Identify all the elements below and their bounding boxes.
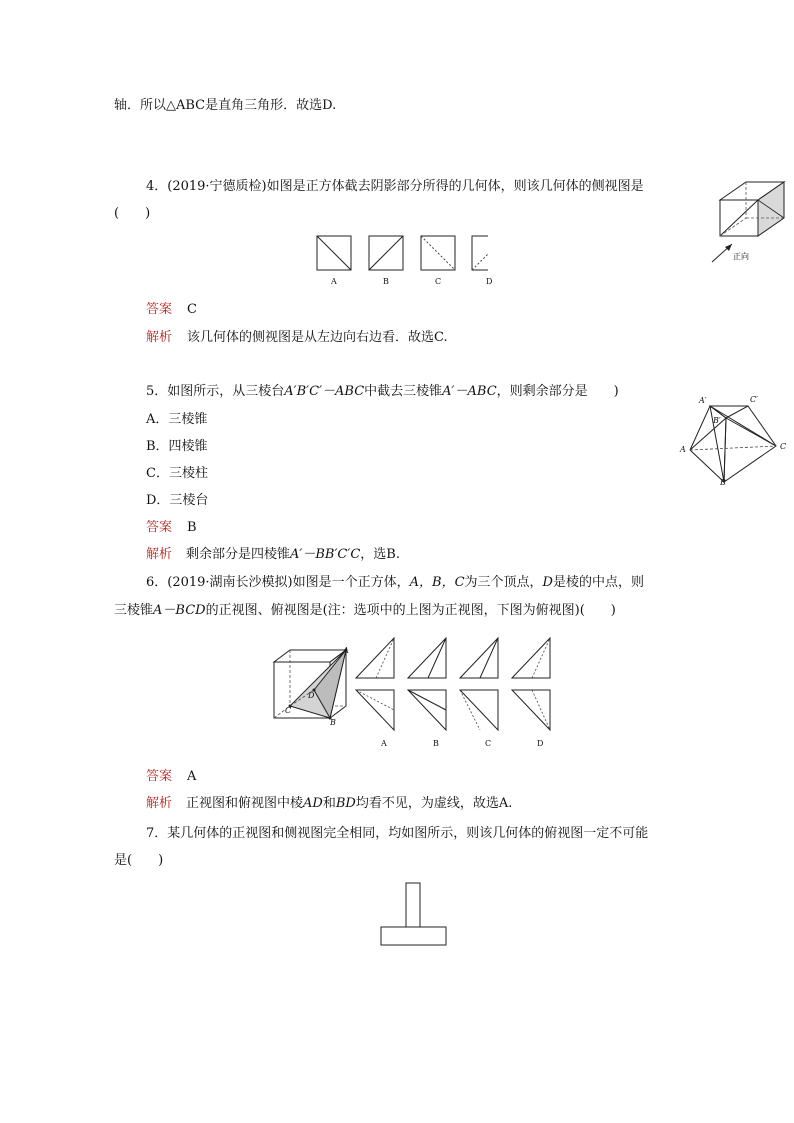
q5-pyramid-notation: A′－ABC xyxy=(442,384,497,399)
q4-option-c-label: C xyxy=(435,277,442,286)
q4-option-c-view xyxy=(421,236,455,270)
q6-label-b: B xyxy=(330,718,336,727)
q7-stem-line2: 是( ) xyxy=(114,853,164,868)
q5-stem-mid: 中截去三棱锥 xyxy=(364,384,443,399)
q4-front-direction-label: 正向 xyxy=(733,252,749,261)
q4-option-a-label: A xyxy=(331,277,337,286)
q5-label-c: C xyxy=(780,442,787,451)
q5-analysis-after: ，选B. xyxy=(360,547,400,562)
q6-option-c-top-view xyxy=(460,690,498,730)
q6-label-d: D xyxy=(308,691,315,700)
q5-stem-before: 5．如图所示，从三棱台 xyxy=(146,384,285,399)
q6-line1-before: 6．(2019·湖南长沙模拟)如图是一个正方体， xyxy=(146,575,410,590)
q4-option-a-view xyxy=(317,236,351,270)
q6-option-a-top-view xyxy=(356,690,394,730)
q5-option-b: B．四棱锥 xyxy=(146,439,208,454)
q6-line2-after: 的正视图、俯视图是(注：选项中的上图为正视图，下图为俯视图)( ) xyxy=(205,603,616,618)
q4-option-views xyxy=(316,235,488,275)
q4-answer-value: C xyxy=(187,302,197,317)
q5-analysis-before: 剩余部分是四棱锥 xyxy=(186,547,291,562)
q6-label-c: C xyxy=(285,706,292,715)
q5-analysis-math: A′－BB′C′C xyxy=(290,547,361,562)
q4-answer-label: 答案 xyxy=(146,302,173,317)
q6-analysis-bd: BD xyxy=(335,796,356,811)
q5-answer-label: 答案 xyxy=(146,520,173,535)
q6-analysis-mid: 和 xyxy=(322,796,336,811)
q5-label-c-prime: C′ xyxy=(750,395,758,404)
q5-stem xyxy=(146,383,619,401)
q5-option-d: D．三棱台 xyxy=(146,493,209,508)
q6-line1-d: D xyxy=(542,575,553,590)
q5-answer-value: B xyxy=(187,520,197,535)
q6-option-b-top-view xyxy=(408,690,446,730)
q6-analysis-before: 正视图和俯视图中棱 xyxy=(186,796,304,811)
q6-analysis-label: 解析 xyxy=(146,796,173,811)
q6-analysis-ad: AD xyxy=(303,796,323,811)
q6-option-d-front-view xyxy=(512,638,550,678)
q4-option-b-label: B xyxy=(383,277,389,286)
q5-label-a-prime: A′ xyxy=(699,396,707,405)
q6-option-d-top-view xyxy=(512,690,550,730)
q4-stem-line1: 4．(2019·宁德质检)如图是正方体截去阴影部分所得的几何体，则该几何体的侧视图是 xyxy=(146,179,644,194)
q4-option-b-view xyxy=(369,236,403,270)
q6-line2-math: A－BCD xyxy=(153,603,206,618)
q4-analysis-label: 解析 xyxy=(146,330,173,345)
q5-analysis xyxy=(146,546,400,564)
q4-analysis-text: 该几何体的侧视图是从左边向右边看．故选C. xyxy=(187,330,448,345)
q5-label-a: A xyxy=(680,445,686,454)
q5-option-c: C．三棱柱 xyxy=(146,466,208,481)
q5-label-b-prime: B′ xyxy=(713,416,721,425)
q6-option-a-front-view xyxy=(356,638,394,678)
q6-line1-mid: 为三个顶点， xyxy=(464,575,543,590)
q4-option-d-view xyxy=(472,236,488,270)
q6-option-views xyxy=(352,636,558,736)
q6-analysis xyxy=(146,795,512,813)
q6-stem-line1 xyxy=(146,574,644,592)
q5-stem-after: ，则剩余部分是 ) xyxy=(496,384,619,399)
q6-option-c-front-view xyxy=(460,638,498,678)
q6-option-a-label: A xyxy=(381,739,387,748)
q5-frustum-figure xyxy=(686,394,782,488)
q6-answer-value: A xyxy=(187,769,197,784)
q4-stem-line2: ( ) xyxy=(114,206,151,221)
q6-option-c-label: C xyxy=(485,739,492,748)
q6-cube-figure xyxy=(268,644,354,728)
q7-view-figure xyxy=(378,880,450,948)
q6-option-d-label: D xyxy=(537,739,544,748)
q6-answer-label: 答案 xyxy=(146,769,173,784)
q5-frustum-notation: A′B′C′－ABC xyxy=(284,384,365,399)
q6-option-b-label: B xyxy=(433,739,439,748)
q4-option-d-label: D xyxy=(486,277,493,286)
q5-option-a: A．三棱锥 xyxy=(146,412,208,427)
q7-stem-line1: 7．某几何体的正视图和侧视图完全相同，均如图所示，则该几何体的俯视图一定不可能 xyxy=(146,826,649,841)
q5-label-b: B xyxy=(720,478,726,487)
q6-line1-vars: A，B，C xyxy=(409,575,465,590)
q6-stem-line2 xyxy=(114,602,616,620)
q6-analysis-after: 均看不见，为虚线，故选A. xyxy=(355,796,513,811)
q5-analysis-label: 解析 xyxy=(146,547,173,562)
q3-conclusion: 轴．所以△ABC是直角三角形．故选D. xyxy=(114,98,337,113)
q6-line2-before: 三棱锥 xyxy=(114,603,154,618)
q6-line1-after: 是棱的中点，则 xyxy=(552,575,644,590)
q6-option-b-front-view xyxy=(408,638,446,678)
q6-label-a: A xyxy=(343,646,349,655)
